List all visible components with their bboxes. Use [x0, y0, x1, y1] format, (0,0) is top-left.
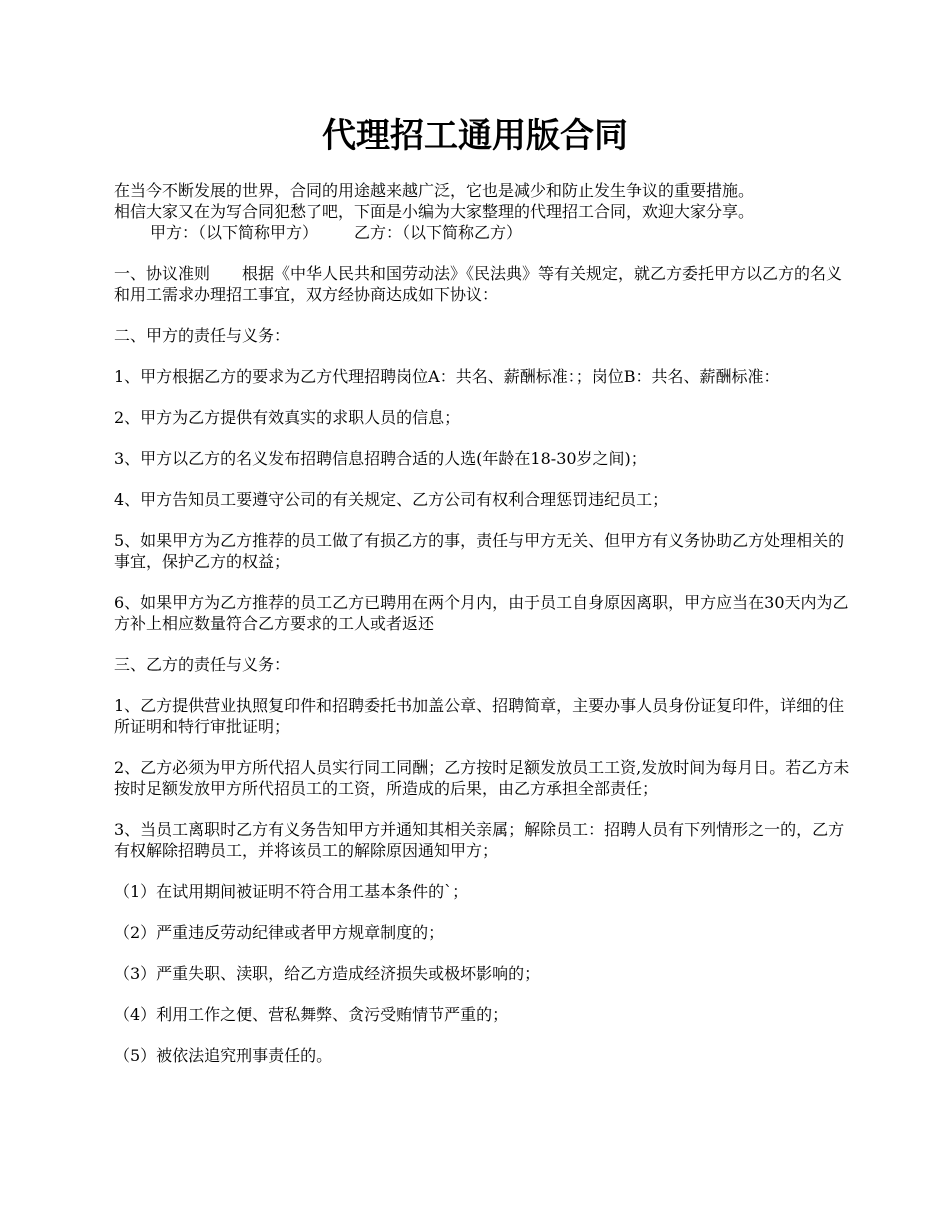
paragraph-2: 二、甲方的责任与义务： [114, 326, 291, 345]
paragraph-13: （1）在试用期间被证明不符合用工基本条件的`； [114, 882, 469, 901]
paragraph-17: （5）被依法追究刑事责任的。 [114, 1046, 333, 1065]
paragraph-10: 1、乙方提供营业执照复印件和招聘委托书加盖公章、招聘简章，主要办事人员身份证复印件，详细的住所证明和特行审批证明； [114, 696, 845, 736]
paragraph-8: 6、如果甲方为乙方推荐的员工乙方已聘用在两个月内，由于员工自身原因离职，甲方应当在30天内为乙方补上相应数量符合乙方要求的工人或者返还 [114, 593, 849, 633]
paragraph-7: 5、如果甲方为乙方推荐的员工做了有损乙方的事，责任与甲方无关、但甲方有义务协助乙方处理相关的事宜，保护乙方的权益； [114, 531, 845, 571]
paragraph-14: （2）严重违反劳动纪律或者甲方规章制度的； [114, 923, 445, 942]
party-b-label: 乙方：（以下简称乙方） [354, 223, 523, 242]
intro-line-2: 相信大家又在为写合同犯愁了吧，下面是小编为大家整理的代理招工合同，欢迎大家分享。 [114, 202, 755, 221]
document-title: 代理招工通用版合同 [322, 116, 628, 156]
paragraph-3: 1、甲方根据乙方的要求为乙方代理招聘岗位A：共名、薪酬标准：；岗位B：共名、薪酬标准： [114, 367, 780, 386]
paragraph-9: 三、乙方的责任与义务： [114, 655, 291, 674]
paragraph-11: 2、乙方必须为甲方所代招人员实行同工同酬；乙方按时足额发放员工工资,发放时间为每月日。若乙方未按时足额发放甲方所代招员工的工资，所造成的后果，由乙方承担全部责任； [114, 758, 850, 798]
paragraph-16: （4）利用工作之便、营私舞弊、贪污受贿情节严重的； [114, 1005, 509, 1024]
paragraph-4: 2、甲方为乙方提供有效真实的求职人员的信息； [114, 408, 461, 427]
intro-block [114, 180, 854, 243]
paragraph-15: （3）严重失职、渎职，给乙方造成经济损失或极坏影响的； [114, 964, 541, 983]
paragraph-6: 4、甲方告知员工要遵守公司的有关规定、乙方公司有权利合理惩罚违纪员工； [114, 490, 669, 509]
paragraph-1: 一、协议准则 根据《中华人民共和国劳动法》《民法典》等有关规定，就乙方委托甲方以乙方的名义和用工需求办理招工事宜，双方经协商达成如下协议： [114, 264, 843, 304]
paragraph-12: 3、当员工离职时乙方有义务告知甲方并通知其相关亲属；解除员工：招聘人员有下列情形之一的，乙方有权解除招聘员工，并将该员工的解除原因通知甲方； [114, 820, 845, 860]
parties-line [114, 222, 854, 243]
paragraph-5: 3、甲方以乙方的名义发布招聘信息招聘合适的人选(年龄在18-30岁之间)； [114, 449, 647, 468]
document-body [114, 180, 854, 1066]
party-a-label: 甲方：（以下简称甲方） [150, 223, 319, 242]
intro-line-1: 在当今不断发展的世界，合同的用途越来越广泛，它也是减少和防止发生争议的重要措施。 [114, 181, 755, 200]
